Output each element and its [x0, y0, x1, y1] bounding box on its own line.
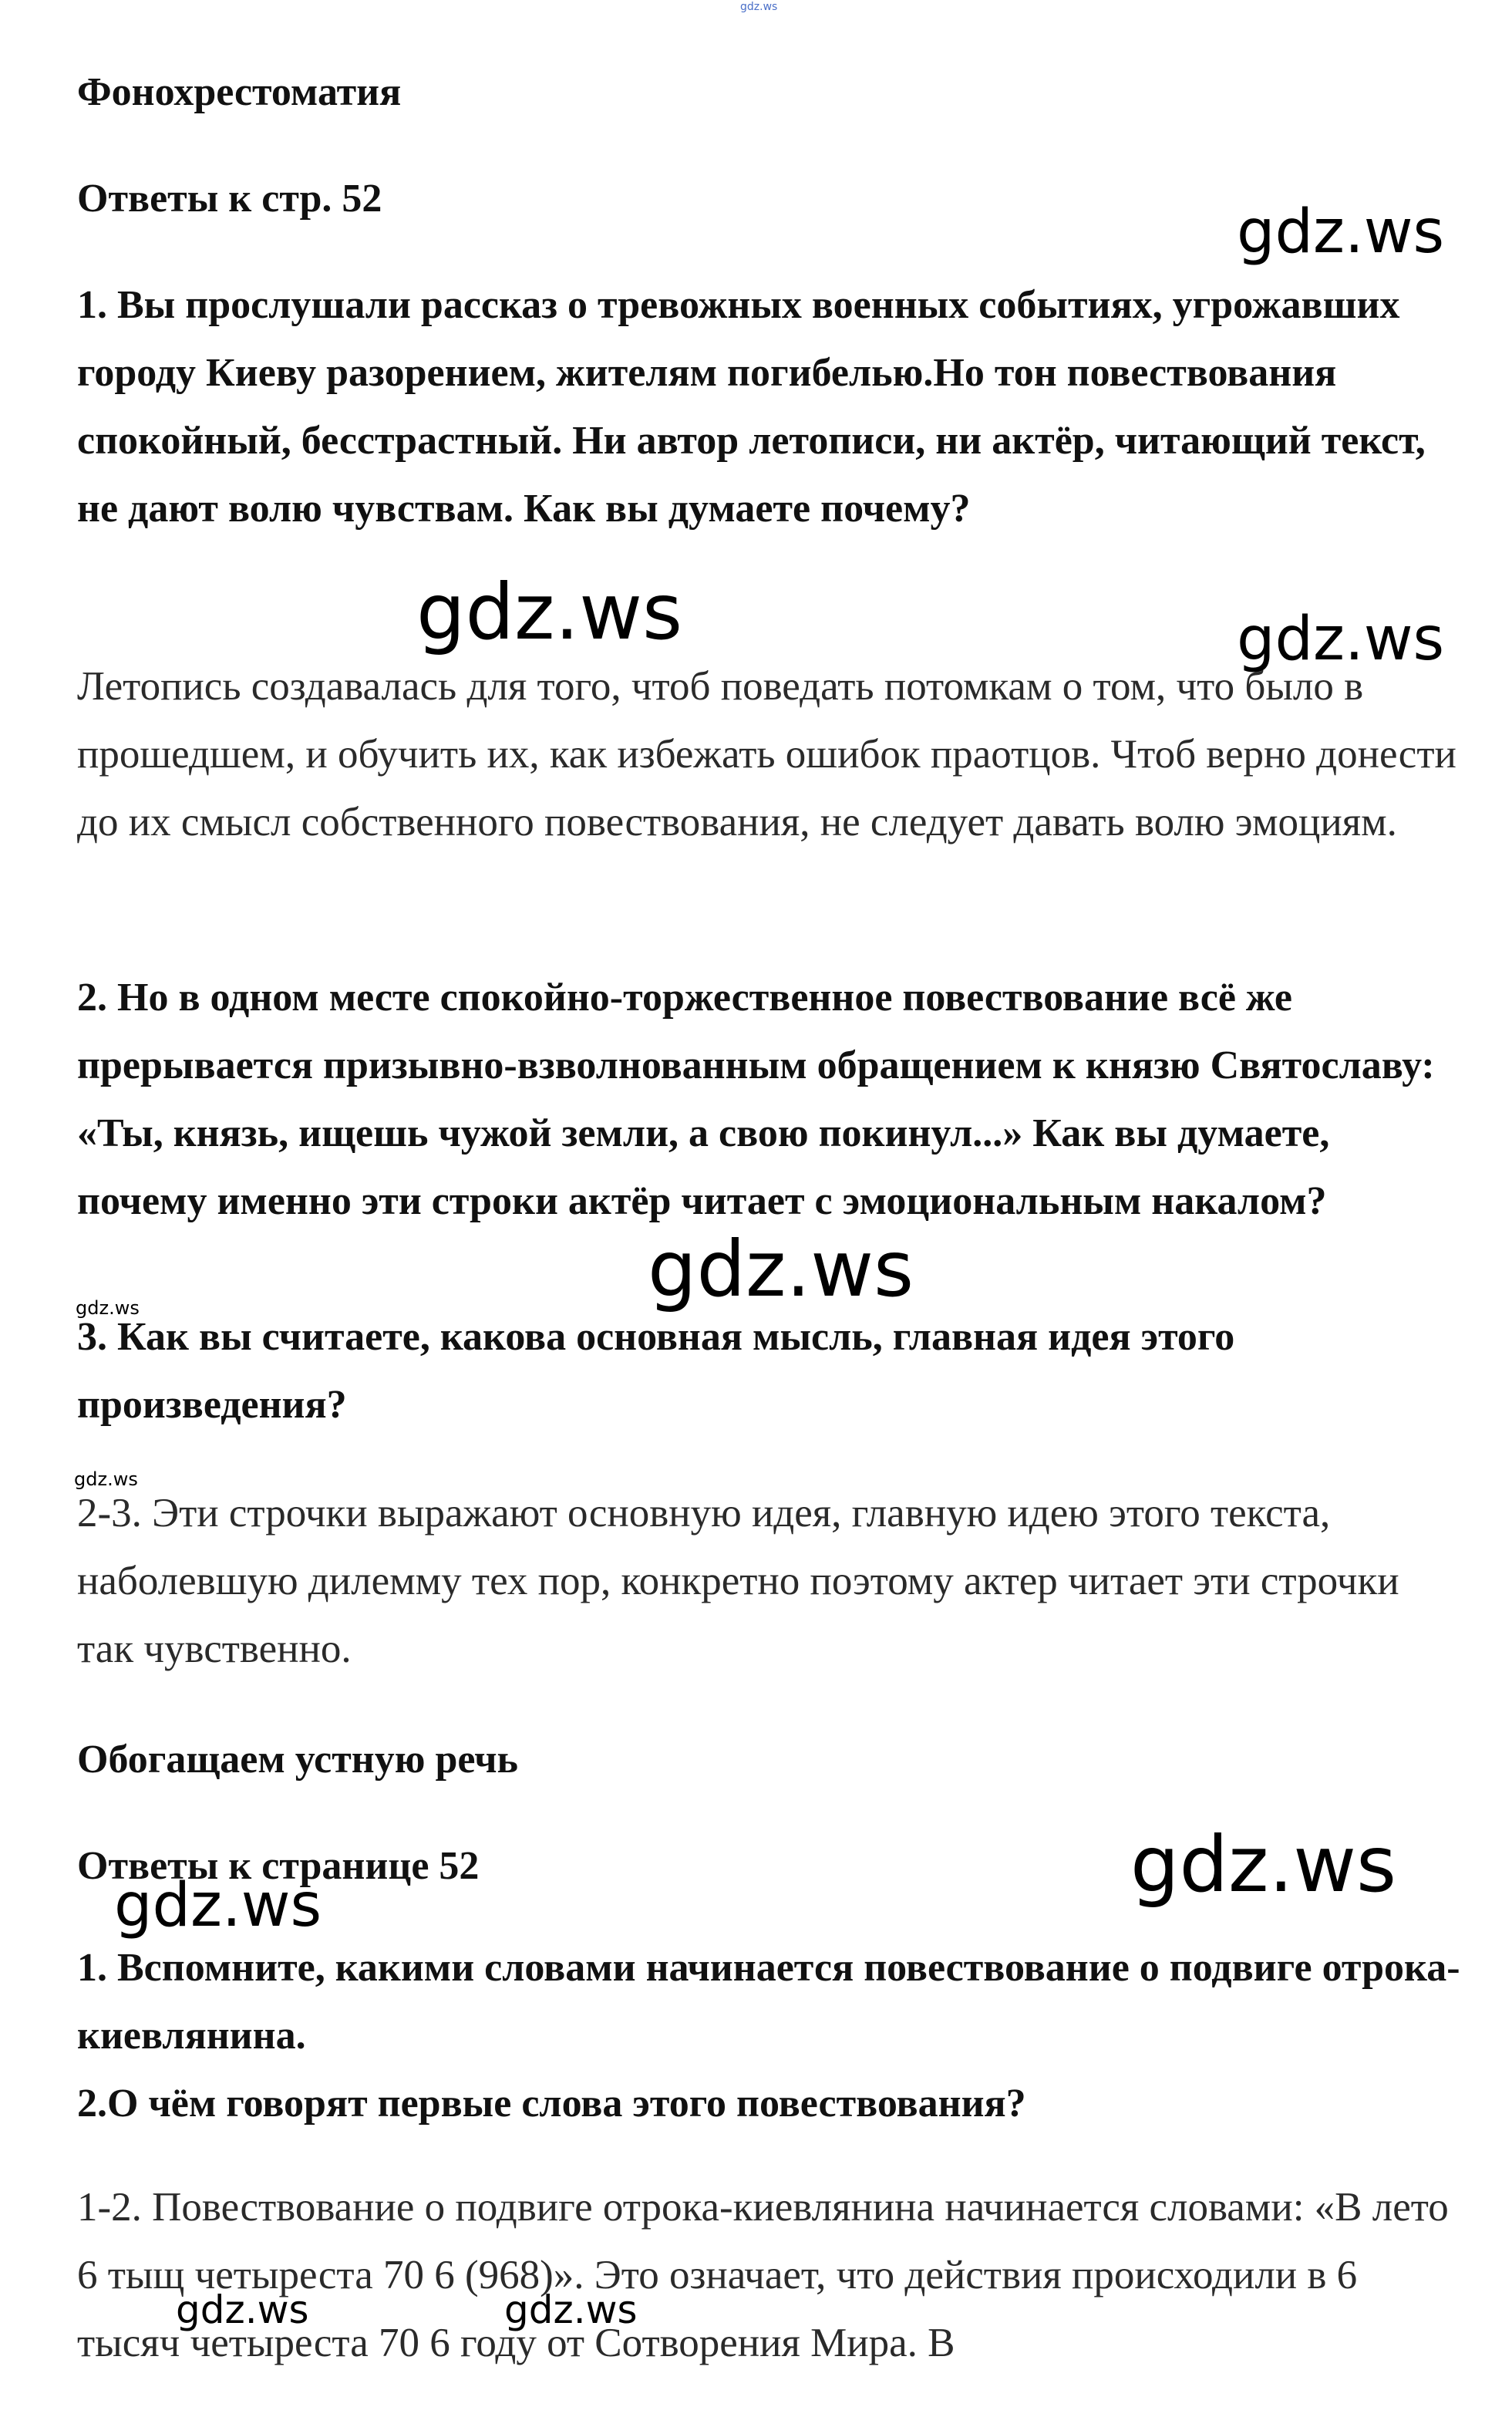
watermark-text: gdz.ws [1130, 1819, 1397, 1910]
question-2: 2. Но в одном месте спокойно-торжественное повествование всё же прерывается призывно-взволнованным обращением к князю Святославу: «Ты, князь, ищешь чужой земли, а свою покинул...» Как вы думаете, почему именно эти строки актёр читает с эмоциональным накалом? [77, 976, 1435, 1223]
watermark-text: gdz.ws [504, 2287, 638, 2332]
answer-2-3: 2-3. Эти строчки выражают основную идея, главную идею этого текста, наболевшую дилемму тех пор, конкретно поэтому актер читает эти строчки так чувственно. [77, 1491, 1399, 1671]
answer-1: Летопись создавалась для того, чтоб поведать потомкам о том, что было в прошедшем, и обучить их, как избежать ошибок праотцов. Чтоб верно донести до их смысл собственного повествования, не следует давать волю эмоциям. [77, 664, 1456, 844]
question-1: 1. Вы прослушали рассказ о тревожных военных событиях, угрожавших городу Киеву разорением, жителям погибелью.Но тон повествования спокойный, бесстрастный. Ни автор летописи, ни актёр, читающий текст, не дают волю чувствам. Как вы думаете почему? [77, 283, 1426, 531]
answers-heading: Ответы к стр. 52 [77, 177, 382, 221]
question-1: 1. Вспомните, какими словами начинается повествование о подвиге отрока-киевлянина. [77, 1946, 1460, 2058]
section-title: Обогащаем устную речь [77, 1738, 519, 1782]
watermark-text: gdz.ws [648, 1224, 914, 1314]
watermark-text: gdz.ws [1237, 605, 1445, 674]
question-2: 2.О чём говорят первые слова этого повествования? [77, 2082, 1026, 2126]
watermark-text: gdz.ws [74, 1468, 138, 1490]
watermark-text: gdz.ws [1237, 197, 1445, 267]
watermark-text: gdz.ws [416, 567, 683, 657]
watermark-text: gdz.ws [114, 1871, 322, 1940]
section-title: Фонохрестоматия [77, 70, 402, 114]
watermark-text: gdz.ws [176, 2287, 309, 2332]
watermark-text: gdz.ws [740, 1, 778, 13]
answers-heading: Ответы к странице 52 [77, 1844, 480, 1888]
answer-1-2: 1-2. Повествование о подвиге отрока-киевлянина начинается словами: «В лето 6 тыщ четыреста 70 6 (968)». Это означает, что действия происходили в 6 тысяч четыреста 70 6 году от Сотворения Мира. В [77, 2185, 1449, 2365]
question-3: 3. Как вы считаете, какова основная мысль, главная идея этого произведения? [77, 1315, 1235, 1427]
watermark-text: gdz.ws [76, 1297, 140, 1319]
